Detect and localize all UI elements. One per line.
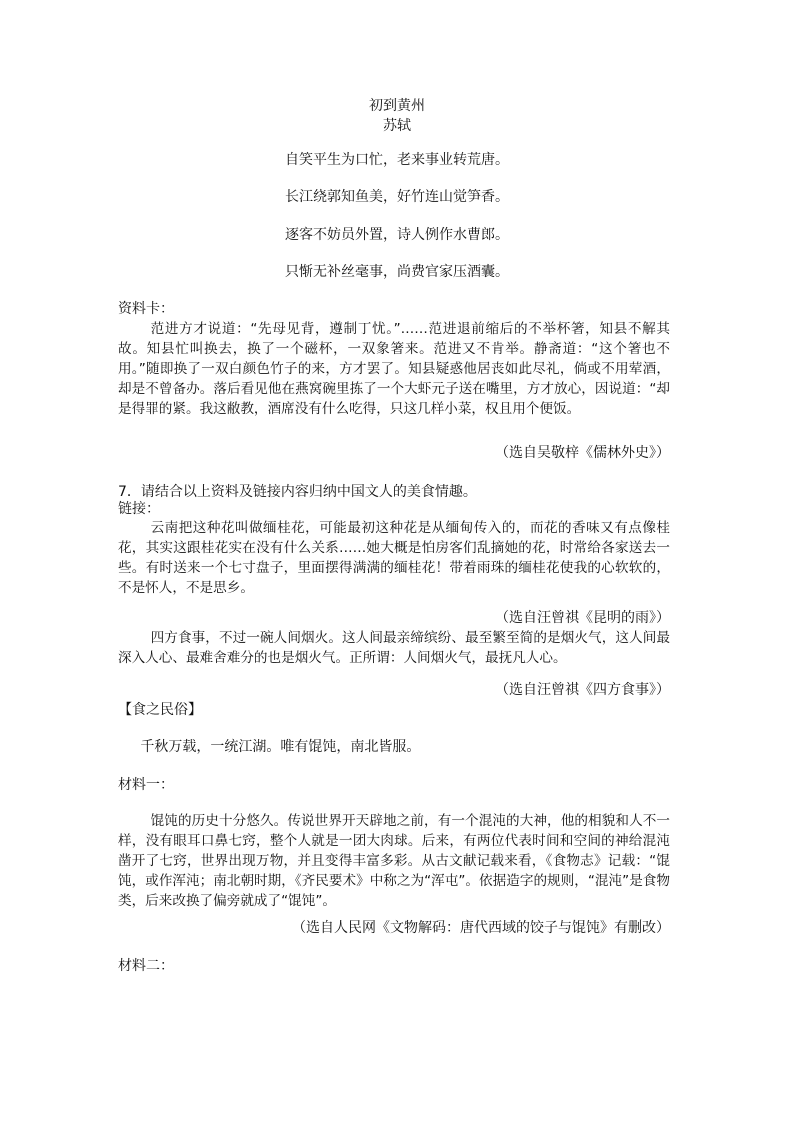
link-source-1: （选自汪曾祺《昆明的雨》） <box>495 610 670 626</box>
material-1-text: 馄饨的历史十分悠久。传说世界开天辟地之前，有一个混沌的大神，他的相貌和人不一样，没有眼耳口鼻七窍，整个人就是一团大肉球。后来，有两位代表时间和空间的神给混沌凿开了七窍，世界出现万物，并且变得丰富多彩。从古文献记载来看，《食物志》记载：“馄饨，或作浑沌；南北朝时期，《齐民要术》中称之为“浑屯”。依据造字的规则，“混沌”是食物类，后来改换了偏旁就成了“馄饨”。 <box>118 813 670 909</box>
card-label: 资料卡： <box>118 301 174 317</box>
material-2-label: 材料二： <box>118 958 174 974</box>
poem-title: 初到黄州 <box>369 98 425 114</box>
material-1-label: 材料一： <box>118 777 174 793</box>
poem-line: 逐客不妨员外置，诗人例作水曹郎。 <box>285 227 509 243</box>
question-text: 7．请结合以上资料及链接内容归纳中国文人的美食情趣。 <box>118 484 477 500</box>
link-source-2: （选自汪曾祺《四方食事》） <box>495 682 670 698</box>
card-source: （选自吴敬梓《儒林外史》） <box>495 445 670 461</box>
poem-line: 自笑平生为口忙，老来事业转荒唐。 <box>285 152 509 168</box>
poem-author: 苏轼 <box>383 118 411 134</box>
section-heading: 【食之民俗】 <box>118 702 202 718</box>
material-1-source: （选自人民网《文物解码：唐代西域的饺子与馄饨》有删改） <box>292 920 670 936</box>
card-text: 范进方才说道：“先母见背，遵制丁忧。”……范进退前缩后的不举杯箸，知县不解其故。知县忙叫换去，换了一个磁杯，一双象箸来。范进又不肯举。静斋道：“这个箸也不用。”随即换了一双白颜色竹子的来，方才罢了。知县疑惑他居丧如此尽礼，倘或不用荤酒，却是不曾备办。落后看见他在燕窝碗里拣了一个大虾元子送在嘴里，方才放心，因说道：“却是得罪的紧。我这敝教，酒席没有什么吃得，只这几样小菜，权且用个便饭。 <box>118 321 670 417</box>
link-text-1: 云南把这种花叫做缅桂花，可能最初这种花是从缅甸传入的，而花的香味又有点像桂花，其实这跟桂花实在没有什么关系……她大概是怕房客们乱摘她的花，时常给各家送去一些。有时送来一个七寸盘子，里面摆得满满的缅桂花！带着雨珠的缅桂花使我的心软软的，不是怀人，不是思乡。 <box>118 520 670 596</box>
section-intro: 千秋万载，一统江湖。唯有馄饨，南北皆服。 <box>140 739 421 755</box>
link-text-2: 四方食事，不过一碗人间烟火。这人间最亲缔缤纷、最至繁至简的是烟火气，这人间最深入人心、最难舍难分的也是烟火气。正所谓：人间烟火气，最抚凡人心。 <box>118 630 670 666</box>
poem-line: 只惭无补丝毫事，尚费官家压酒囊。 <box>285 264 509 280</box>
link-label: 链接： <box>118 501 160 517</box>
poem-line: 长江绕郭知鱼美，好竹连山觉笋香。 <box>285 189 509 205</box>
